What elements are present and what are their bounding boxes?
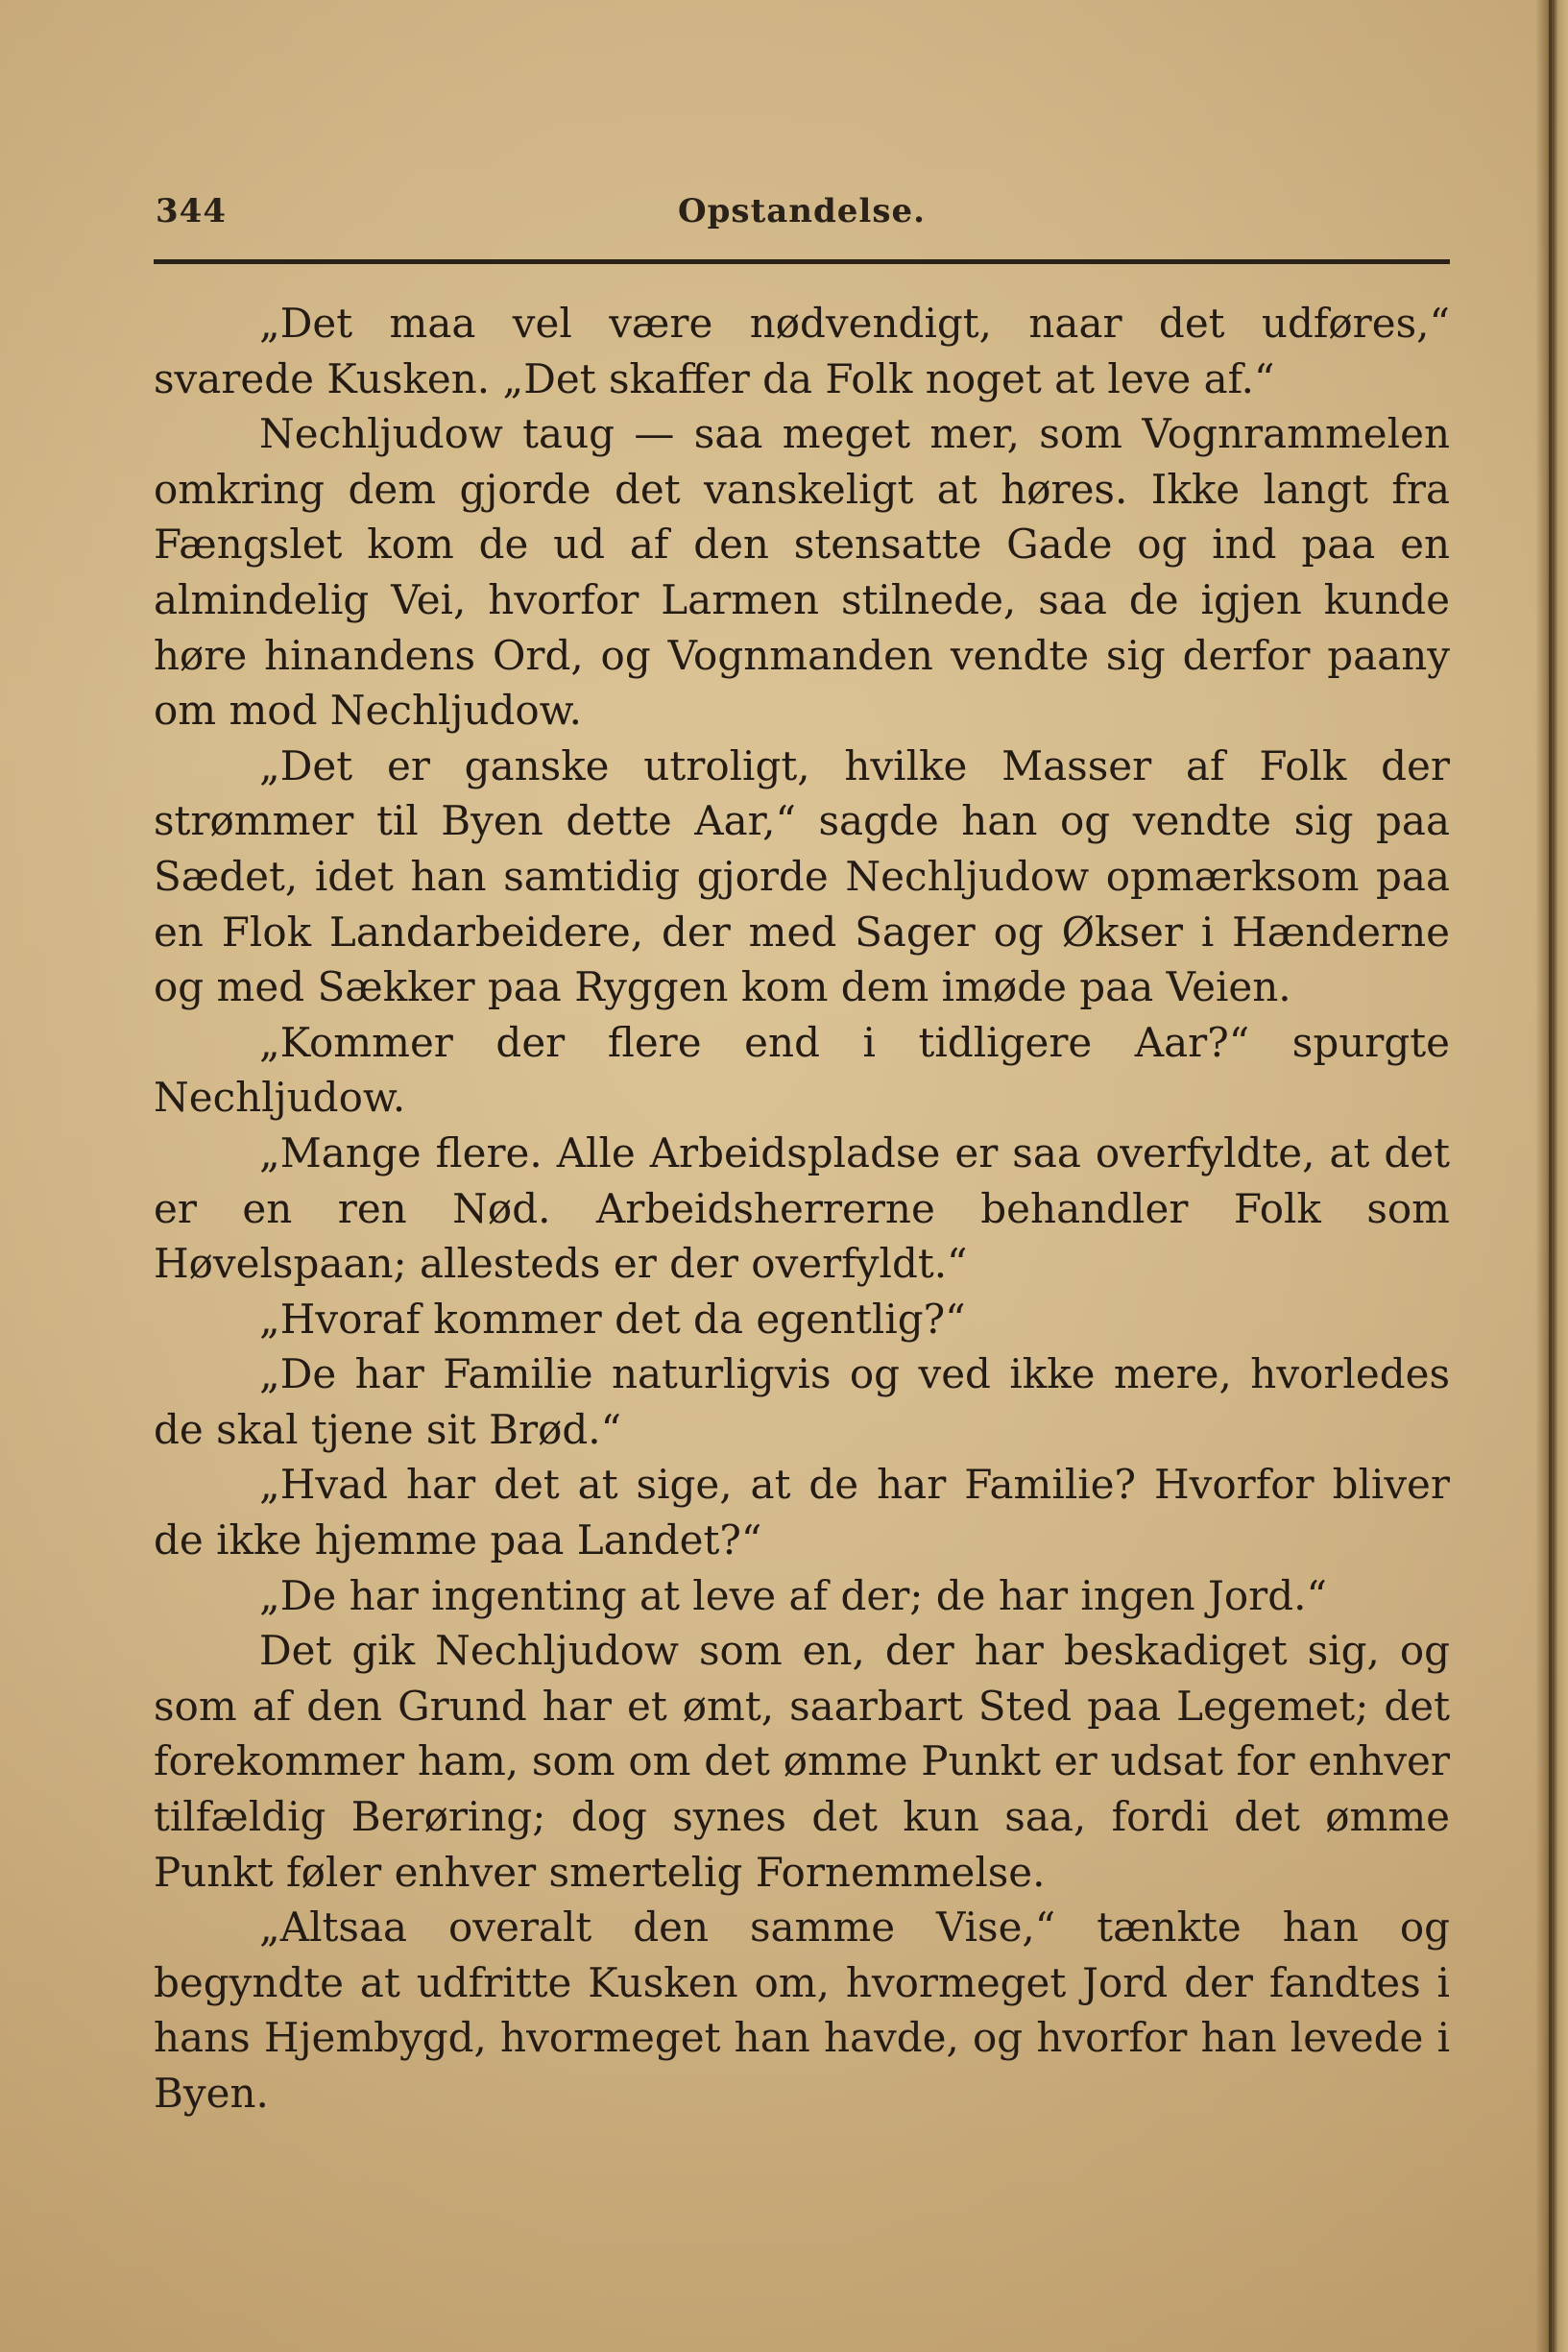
paragraph: Det gik Nechljudow som en, der har beskadiget sig, og som af den Grund har et ømt, saarbart Sted paa Legemet; det forekommer ham, som om det ømme Punkt er udsat for enhver tilfældig Berøring; dog synes det kun saa, fordi det ømme Punkt føler enhver smertelig Fornemmelse.	[154, 1627, 1450, 1896]
paragraph: „De har ingenting at leve af der; de har ingen Jord.“	[259, 1571, 1327, 1619]
paragraph: „Det er ganske utroligt, hvilke Masser af Folk der strømmer til Byen dette Aar,“ sagde han og vendte sig paa Sædet, idet han samtidig gjorde Nechljudow opmærksom paa en Flok Landarbeidere, der med Sager og Økser i Hænderne og med Sækker paa Ryggen kom dem imøde paa Veien.	[154, 741, 1450, 1011]
header-rule	[154, 259, 1450, 264]
running-title: Opstandelse.	[678, 192, 926, 230]
paragraph: Nechljudow taug — saa meget mer, som Vognrammelen omkring dem gjorde det vanskeligt at høres. Ikke langt fra Fængslet kom de ud af den stensatte Gade og ind paa en almindelig Vei, hvorfor Larmen stilnede, saa de igjen kunde høre hinandens Ord, og Vognmanden vendte sig derfor paany om mod Nechljudow.	[154, 410, 1450, 735]
page-number: 344	[156, 192, 227, 230]
paragraph: „Det maa vel være nødvendigt, naar det udføres,“ svarede Kusken. „Det skaffer da Folk noget at leve af.“	[154, 300, 1450, 402]
body-text	[154, 296, 1450, 2122]
page-header	[156, 192, 1448, 250]
paragraph: „Hvad har det at sige, at de har Familie? Hvorfor bliver de ikke hjemme paa Landet?“	[154, 1461, 1450, 1564]
paragraph: „Mange flere. Alle Arbeidspladse er saa overfyldte, at det er en ren Nød. Arbeidsherrerne behandler Folk som Høvelspaan; allesteds er der overfyldt.“	[154, 1128, 1450, 1288]
paragraph: „Kommer der flere end i tidligere Aar?“ spurgte Nechljudow.	[154, 1018, 1450, 1122]
paragraph: „Altsaa overalt den samme Vise,“ tænkte han og begyndte at udfritte Kusken om, hvormeget Jord der fandtes i hans Hjembygd, hvormeget han havde, og hvorfor han levede i Byen.	[154, 1903, 1450, 2117]
page-edge-shadow	[1535, 0, 1568, 2352]
paragraph: „Hvoraf kommer det da egentlig?“	[259, 1295, 966, 1343]
paragraph: „De har Familie naturligvis og ved ikke mere, hvorledes de skal tjene sit Brød.“	[154, 1350, 1450, 1453]
